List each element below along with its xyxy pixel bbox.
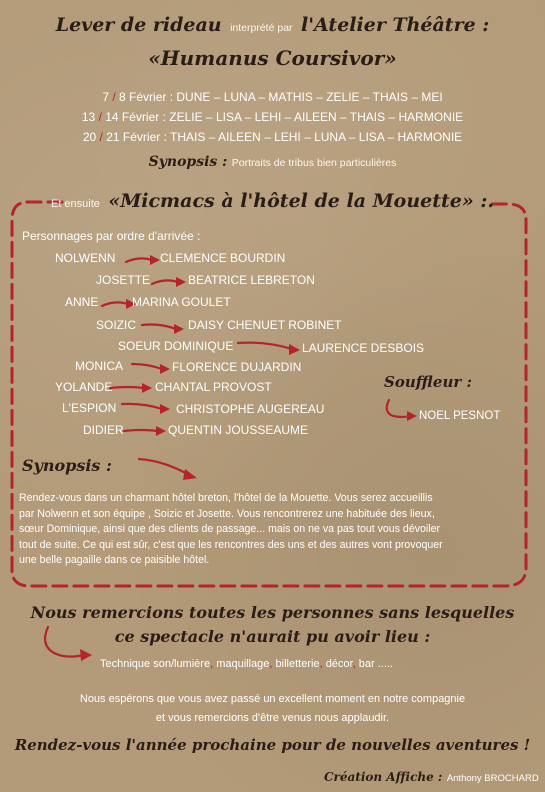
date-end: 8 Février : — [119, 90, 174, 104]
actor-name: CHRISTOPHE AUGEREAU — [176, 402, 325, 416]
play2-title: «Micmacs à l'hôtel de la Mouette» :. — [108, 190, 494, 212]
thanks-item: Technique son/lumière — [100, 658, 211, 670]
comma: , — [319, 658, 326, 670]
arrow-icon — [122, 423, 174, 439]
role-name: MONICA — [75, 359, 123, 373]
role-name: SOIZIC — [96, 318, 137, 332]
closing-line1: Nous espérons que vous avez passé un excellent moment en notre compagnie — [79, 693, 466, 705]
synopsis-line: par Nolwenn et son équipe , Soizic et Josette. Vous rencontrerez une habituée des lieux, — [19, 507, 435, 520]
thanks-line1: Nous remercions toutes les personnes sans lesquelles — [30, 603, 515, 622]
schedule-row — [0, 110, 545, 124]
date-start: 7 — [102, 90, 109, 104]
play1-title: «Humanus Coursivor» — [148, 46, 397, 70]
ellipsis: ..... — [377, 658, 393, 670]
cast-list: DUNE – LUNA – MATHIS – ZELIE – THAIS – MEI — [176, 90, 443, 104]
thanks-item: décor — [325, 658, 353, 670]
slash: / — [109, 90, 120, 104]
role-name: L'ESPION — [62, 401, 117, 415]
comma: , — [210, 658, 217, 670]
closing-line2: et vous remercions d'être venus nous applaudir. — [155, 712, 390, 724]
lever-title: Lever de rideau — [55, 14, 222, 36]
thanks-items — [100, 658, 393, 670]
thanks-line2: ce spectacle n'aurait pu avoir lieu : — [114, 627, 431, 646]
souffleur-label: Souffleur : — [384, 373, 473, 391]
date-start: 13 — [81, 110, 96, 124]
arrow-icon — [40, 625, 100, 665]
souffleur-name: NOEL PESNOT — [419, 410, 501, 422]
actor-name: DAISY CHENUET ROBINET — [188, 318, 342, 332]
role-name: ANNE — [65, 295, 99, 309]
synopsis2-label: Synopsis : — [22, 456, 112, 475]
thanks-item: billetterie — [275, 658, 320, 670]
arrow-icon — [130, 360, 176, 376]
cast-list: ZELIE – LISA – LEHI – AILEEN – THAIS – HARMONIE — [169, 110, 464, 124]
synopsis1-label: Synopsis : — [148, 154, 228, 170]
credit-line — [324, 768, 539, 786]
synopsis-line: une belle pagaille dans ce paisible hôtel. — [19, 554, 210, 567]
arrow-icon — [236, 339, 306, 357]
header-line — [0, 14, 545, 36]
date-end: 21 Février : — [106, 130, 167, 144]
synopsis2-text — [19, 491, 529, 569]
characters-heading: Personnages par ordre d'arrivée : — [22, 229, 201, 243]
actor-name: FLORENCE DUJARDIN — [172, 360, 302, 374]
interprete-label: interprété par — [230, 22, 293, 34]
arrow-icon — [108, 380, 158, 396]
role-name: YOLANDE — [55, 380, 113, 394]
actor-name: QUENTIN JOUSSEAUME — [168, 423, 309, 437]
arrow-icon — [150, 274, 190, 290]
synopsis1-text: Portraits de tribus bien particulières — [231, 157, 397, 169]
actor-name: BEATRICE LEBRETON — [188, 273, 315, 287]
role-name: DIDIER — [83, 423, 124, 437]
actor-name: CLEMENCE BOURDIN — [160, 251, 286, 265]
credit-name: Anthony BROCHARD — [446, 773, 539, 784]
cast-list: THAIS – AILEEN – LEHI – LUNA – LISA – HARMONIE — [170, 130, 463, 144]
arrow-icon — [381, 398, 421, 424]
second-title-line — [0, 190, 545, 212]
synopsis-line: sœur Dominique, ainsi que des clients de passage... mais on ne va pas tout vous dévoiler — [19, 523, 441, 536]
slash: / — [95, 110, 106, 124]
synopsis-line: tout de suite. Ce qui est sûr, c'est que les rencontres des uns et des autres vont provoquer — [19, 538, 443, 551]
schedule-row — [0, 90, 545, 104]
comma: , — [269, 658, 276, 670]
role-name: JOSETTE — [96, 273, 151, 287]
synopsis1-line — [0, 153, 545, 171]
slash: / — [96, 130, 107, 144]
credit-label: Création Affiche : — [324, 770, 443, 784]
arrow-icon — [124, 252, 164, 268]
comma: , — [352, 658, 359, 670]
role-name: SOEUR DOMINIQUE — [118, 339, 234, 353]
ensuite-label: Et ensuite — [50, 198, 100, 210]
actor-name: CHANTAL PROVOST — [155, 380, 272, 394]
atelier-title: l'Atelier Théâtre : — [300, 14, 490, 36]
synopsis-line: Rendez-vous dans un charmant hôtel breton, l'hôtel de la Mouette. Vous serez accueillis — [19, 492, 433, 504]
actor-name: MARINA GOULET — [132, 295, 231, 309]
actor-name: LAURENCE DESBOIS — [302, 341, 425, 355]
arrow-icon — [140, 319, 188, 335]
thanks-item: maquillage — [216, 658, 270, 670]
role-name: NOLWENN — [55, 251, 116, 265]
schedule-row — [0, 130, 545, 144]
date-start: 20 — [82, 130, 97, 144]
date-end: 14 Février : — [105, 110, 166, 124]
closing-rdv: Rendez-vous l'année prochaine pour de nouvelles aventures ! — [14, 736, 531, 754]
thanks-item: bar — [358, 658, 375, 670]
arrow-icon — [135, 455, 205, 485]
arrow-icon — [120, 400, 176, 416]
